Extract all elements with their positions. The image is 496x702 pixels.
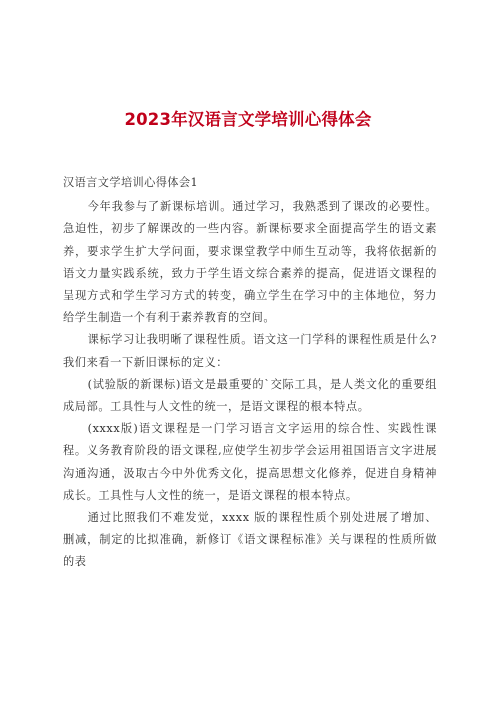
document-title: 2023年汉语言文学培训心得体会	[124, 110, 372, 129]
document-body	[63, 172, 437, 574]
paragraph-5: 通过比照我们不难发觉，xxxx 版的课程性质个别处进展了增加、删减，制定的比拟准确，新修订《语文课程标准》关与课程的性质所做的表	[63, 511, 437, 569]
paragraph-3: (试验版的新课标)语文是最重要的`交际工具，是人类文化的重要组成局部。工具性与人文性的统一，是语文课程的根本特点。	[63, 377, 437, 414]
paragraph-1: 今年我参与了新课标培训。通过学习，我熟悉到了课改的必要性。急迫性，初步了解课改的一些内容。新课标要求全面提高学生的语文素养，要求学生扩大学问面，要求课堂教学中师生互动等，我将依据新的语文力量实践系统，致力于学生语文综合素养的提高，促进语文课程的呈现方式和学生学习方式的转变，确立学生在学习中的主体地位，努力给学生制造一个有利于素养教育的空间。	[63, 200, 437, 325]
paragraph-2: 课标学习让我明晰了课程性质。语文这一门学科的课程性质是什么?我们来看一下新旧课标的定义：	[63, 333, 437, 369]
section-heading: 汉语言文学培训心得体会1	[63, 176, 198, 189]
paragraph-4: (xxxx版)语文课程是一门学习语言文字运用的综合性、实践性课程。义务教育阶段的语文课程,应使学生初步学会运用祖国语言文字进展沟通沟通，汲取古今中外优秀文化，提高思想文化修养，促进自身精神成长。工具性与人文性的统一，是语文课程的根本特点。	[63, 422, 437, 502]
